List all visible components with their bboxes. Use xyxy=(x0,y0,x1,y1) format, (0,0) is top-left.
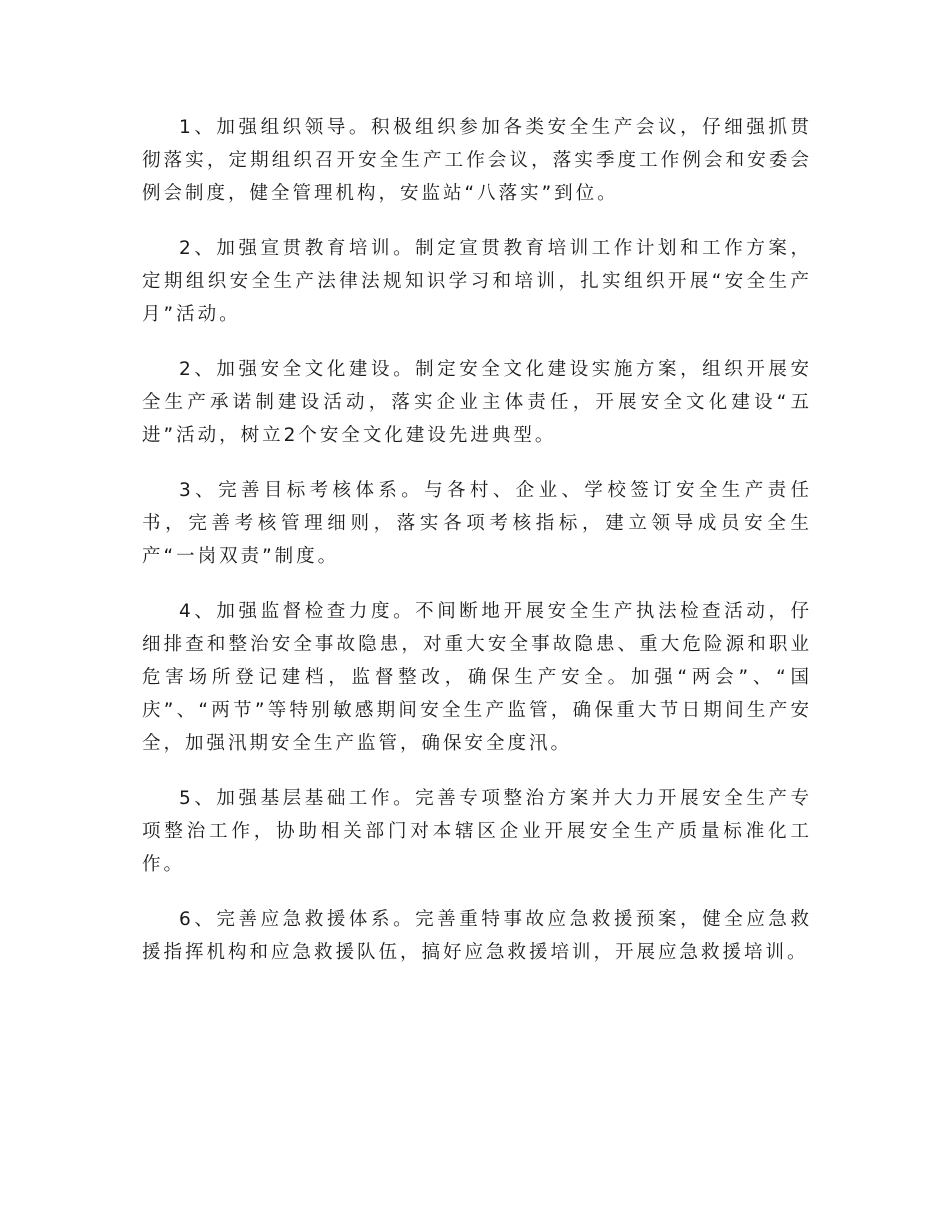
paragraph-3: 2、加强安全文化建设。制定安全文化建设实施方案，组织开展安全生产承诺制建设活动，落实企业主体责任，开展安全文化建设“五进”活动，树立2个安全文化建设先进典型。 xyxy=(142,359,812,446)
paragraph-2: 2、加强宣贯教育培训。制定宣贯教育培训工作计划和工作方案，定期组织安全生产法律法规知识学习和培训，扎实组织开展“安全生产月”活动。 xyxy=(142,238,812,325)
paragraph-1: 1、加强组织领导。积极组织参加各类安全生产会议，仔细强抓贯彻落实，定期组织召开安全生产工作会议，落实季度工作例会和安委会例会制度，健全管理机构，安监站“八落实”到位。 xyxy=(142,117,812,204)
paragraph-7: 6、完善应急救援体系。完善重特事故应急救援预案，健全应急救援指挥机构和应急救援队伍，搞好应急救援培训，开展应急救援培训。 xyxy=(142,909,812,963)
paragraph-6: 5、加强基层基础工作。完善专项整治方案并大力开展安全生产专项整治工作，协助相关部门对本辖区企业开展安全生产质量标准化工作。 xyxy=(142,788,812,875)
paragraph-5: 4、加强监督检查力度。不间断地开展安全生产执法检查活动，仔细排查和整治安全事故隐患，对重大安全事故隐患、重大危险源和职业危害场所登记建档，监督整改，确保生产安全。加强“两会”、“国庆”、“两节”等特别敏感期间安全生产监管，确保重大节日期间生产安全，加强汛期安全生产监管，确保安全度汛。 xyxy=(142,601,812,754)
document-page xyxy=(142,111,812,991)
paragraph-4: 3、完善目标考核体系。与各村、企业、学校签订安全生产责任书，完善考核管理细则，落实各项考核指标，建立领导成员安全生产“一岗双责”制度。 xyxy=(142,480,812,567)
